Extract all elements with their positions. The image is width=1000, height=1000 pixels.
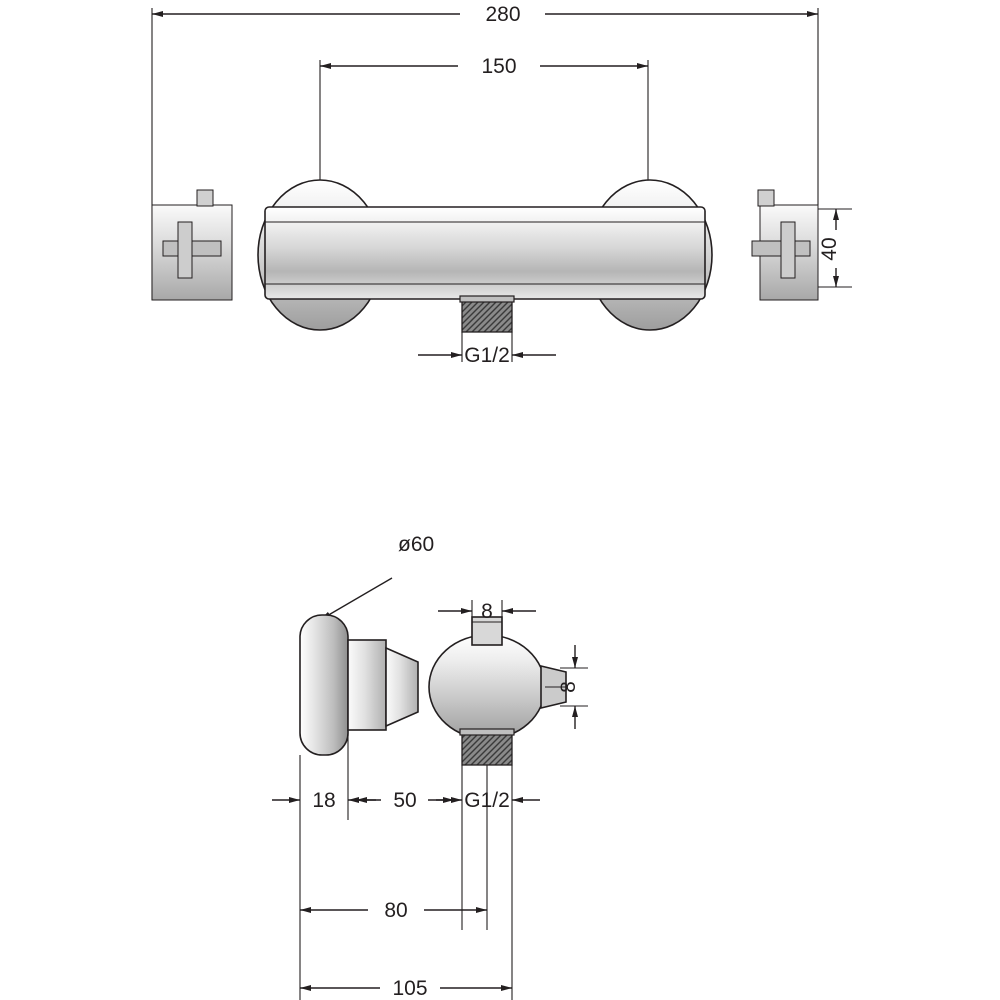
dim-centers-width — [320, 55, 648, 78]
dim-outlet-thread-side — [436, 789, 540, 812]
dim-overall-width-label: 280 — [485, 3, 521, 26]
front-view-geometry — [152, 180, 818, 332]
right-handle-assembly — [752, 190, 818, 300]
dim-centers-width-extension-lines — [320, 60, 648, 190]
dim-centers-width-label: 150 — [481, 55, 517, 78]
dim-spout-height — [557, 645, 588, 729]
dim-outlet-thread-front-label: G1/2 — [464, 344, 510, 367]
dim-body-height-label: 40 — [818, 237, 841, 261]
side-view-extension-lines — [300, 730, 512, 1000]
side-view-geometry — [300, 615, 566, 765]
dim-overall-width — [152, 3, 818, 26]
dim-handle-diameter-label: ø60 — [398, 533, 435, 556]
dim-valve-depth-label: 50 — [393, 789, 417, 812]
dim-top-width-label: 8 — [481, 600, 493, 623]
dim-depth-to-outlet — [300, 899, 487, 922]
mixer-body-bar — [265, 207, 705, 299]
dim-total-depth-label: 105 — [392, 977, 428, 1000]
left-handle-assembly — [152, 190, 232, 300]
outlet-thread-front — [460, 296, 514, 332]
dim-body-height — [818, 209, 852, 287]
dim-total-depth — [300, 977, 512, 1000]
dim-wall-plate-depth-label: 18 — [312, 789, 336, 812]
dim-spout-height-label: 8 — [557, 681, 580, 693]
dim-depth-to-outlet-label: 80 — [384, 899, 408, 922]
dim-handle-diameter — [320, 533, 434, 620]
dim-outlet-thread-front — [418, 332, 556, 367]
dim-outlet-thread-side-label: G1/2 — [464, 789, 510, 812]
